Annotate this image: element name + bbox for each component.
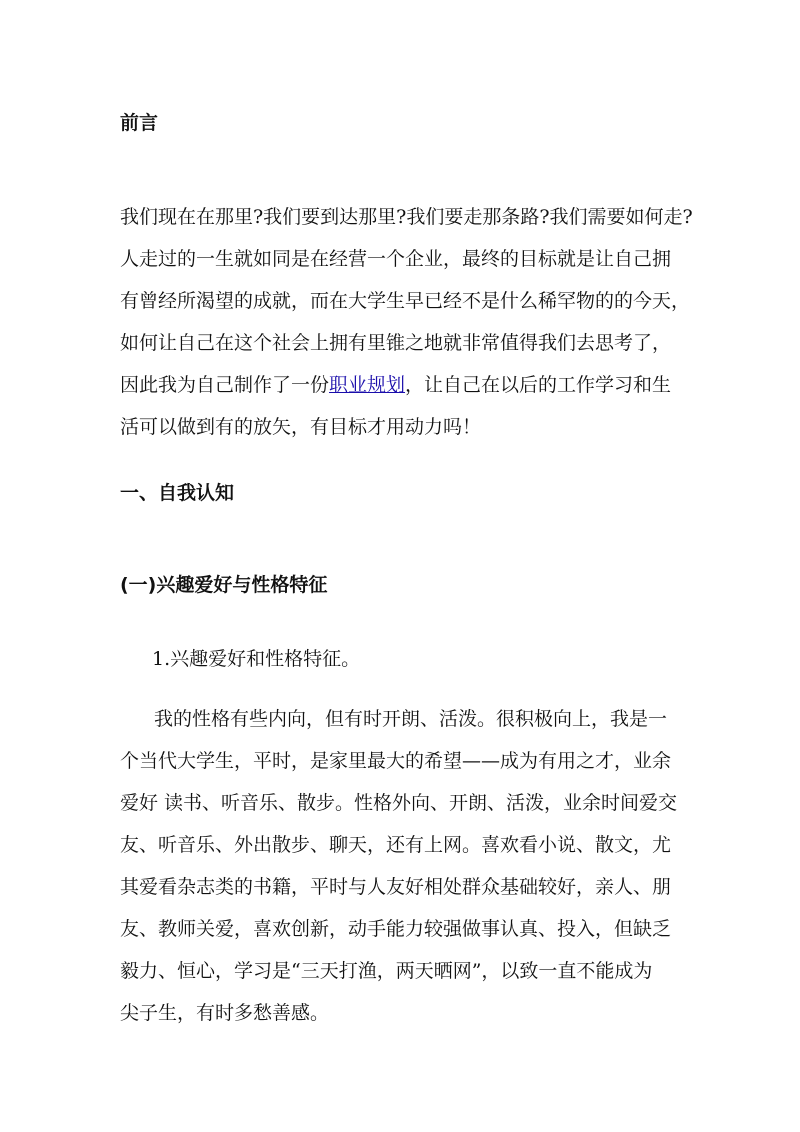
body-line-2: 个当代大学生，平时，是家里最大的希望——成为有用之才，业余 bbox=[120, 750, 672, 772]
body-line-6: 友、教师关爱，喜欢创新，动手能力较强做事认真、投入，但缺乏 bbox=[120, 918, 672, 940]
list-item-1: 1.兴趣爱好和性格特征。 bbox=[152, 648, 361, 670]
heading-preface: 前言 bbox=[120, 112, 159, 134]
preface-line-6: 活可以做到有的放矢，有目标才用动力吗！ bbox=[120, 416, 482, 438]
body-line-5: 其爱看杂志类的书籍，平时与人友好相处群众基础较好，亲人、朋 bbox=[120, 876, 672, 898]
career-plan-link[interactable]: 职业规划 bbox=[329, 374, 406, 396]
heading-subsection-1: (一)兴趣爱好与性格特征 bbox=[120, 574, 328, 596]
heading-section-1: 一、自我认知 bbox=[120, 482, 235, 504]
body-line-4: 友、听音乐、外出散步、聊天，还有上网。喜欢看小说、散文，尤 bbox=[120, 834, 672, 856]
preface-paragraph bbox=[120, 196, 693, 448]
body-line-8: 尖子生，有时多愁善感。 bbox=[120, 1002, 330, 1024]
preface-line-5-before: 因此我为自己制作了一份 bbox=[120, 374, 330, 396]
preface-line-2: 人走过的一生就如同是在经营一个企业，最终的目标就是让自己拥 bbox=[120, 248, 672, 270]
preface-line-4: 如何让自己在这个社会上拥有里锥之地就非常值得我们去思考了， bbox=[120, 332, 672, 354]
preface-line-5-after: ，让自己在以后的工作学习和生 bbox=[405, 374, 672, 396]
preface-line-5 bbox=[120, 364, 693, 406]
preface-line-3: 有曾经所渴望的成就，而在大学生早已经不是什么稀罕物的的今天， bbox=[120, 290, 691, 312]
body-line-3: 爱好 读书、听音乐、散步。性格外向、开朗、活泼，业余时间爱交 bbox=[120, 792, 678, 814]
body-paragraph bbox=[120, 698, 677, 1034]
preface-line-1: 我们现在在那里?我们要到达那里?我们要走那条路?我们需要如何走? bbox=[120, 206, 693, 228]
body-line-1: 我的性格有些内向，但有时开朗、活泼。很积极向上，我是一 bbox=[154, 708, 668, 730]
body-line-7: 毅力、恒心，学习是“三天打渔，两天晒网”，以致一直不能成为 bbox=[120, 960, 653, 982]
